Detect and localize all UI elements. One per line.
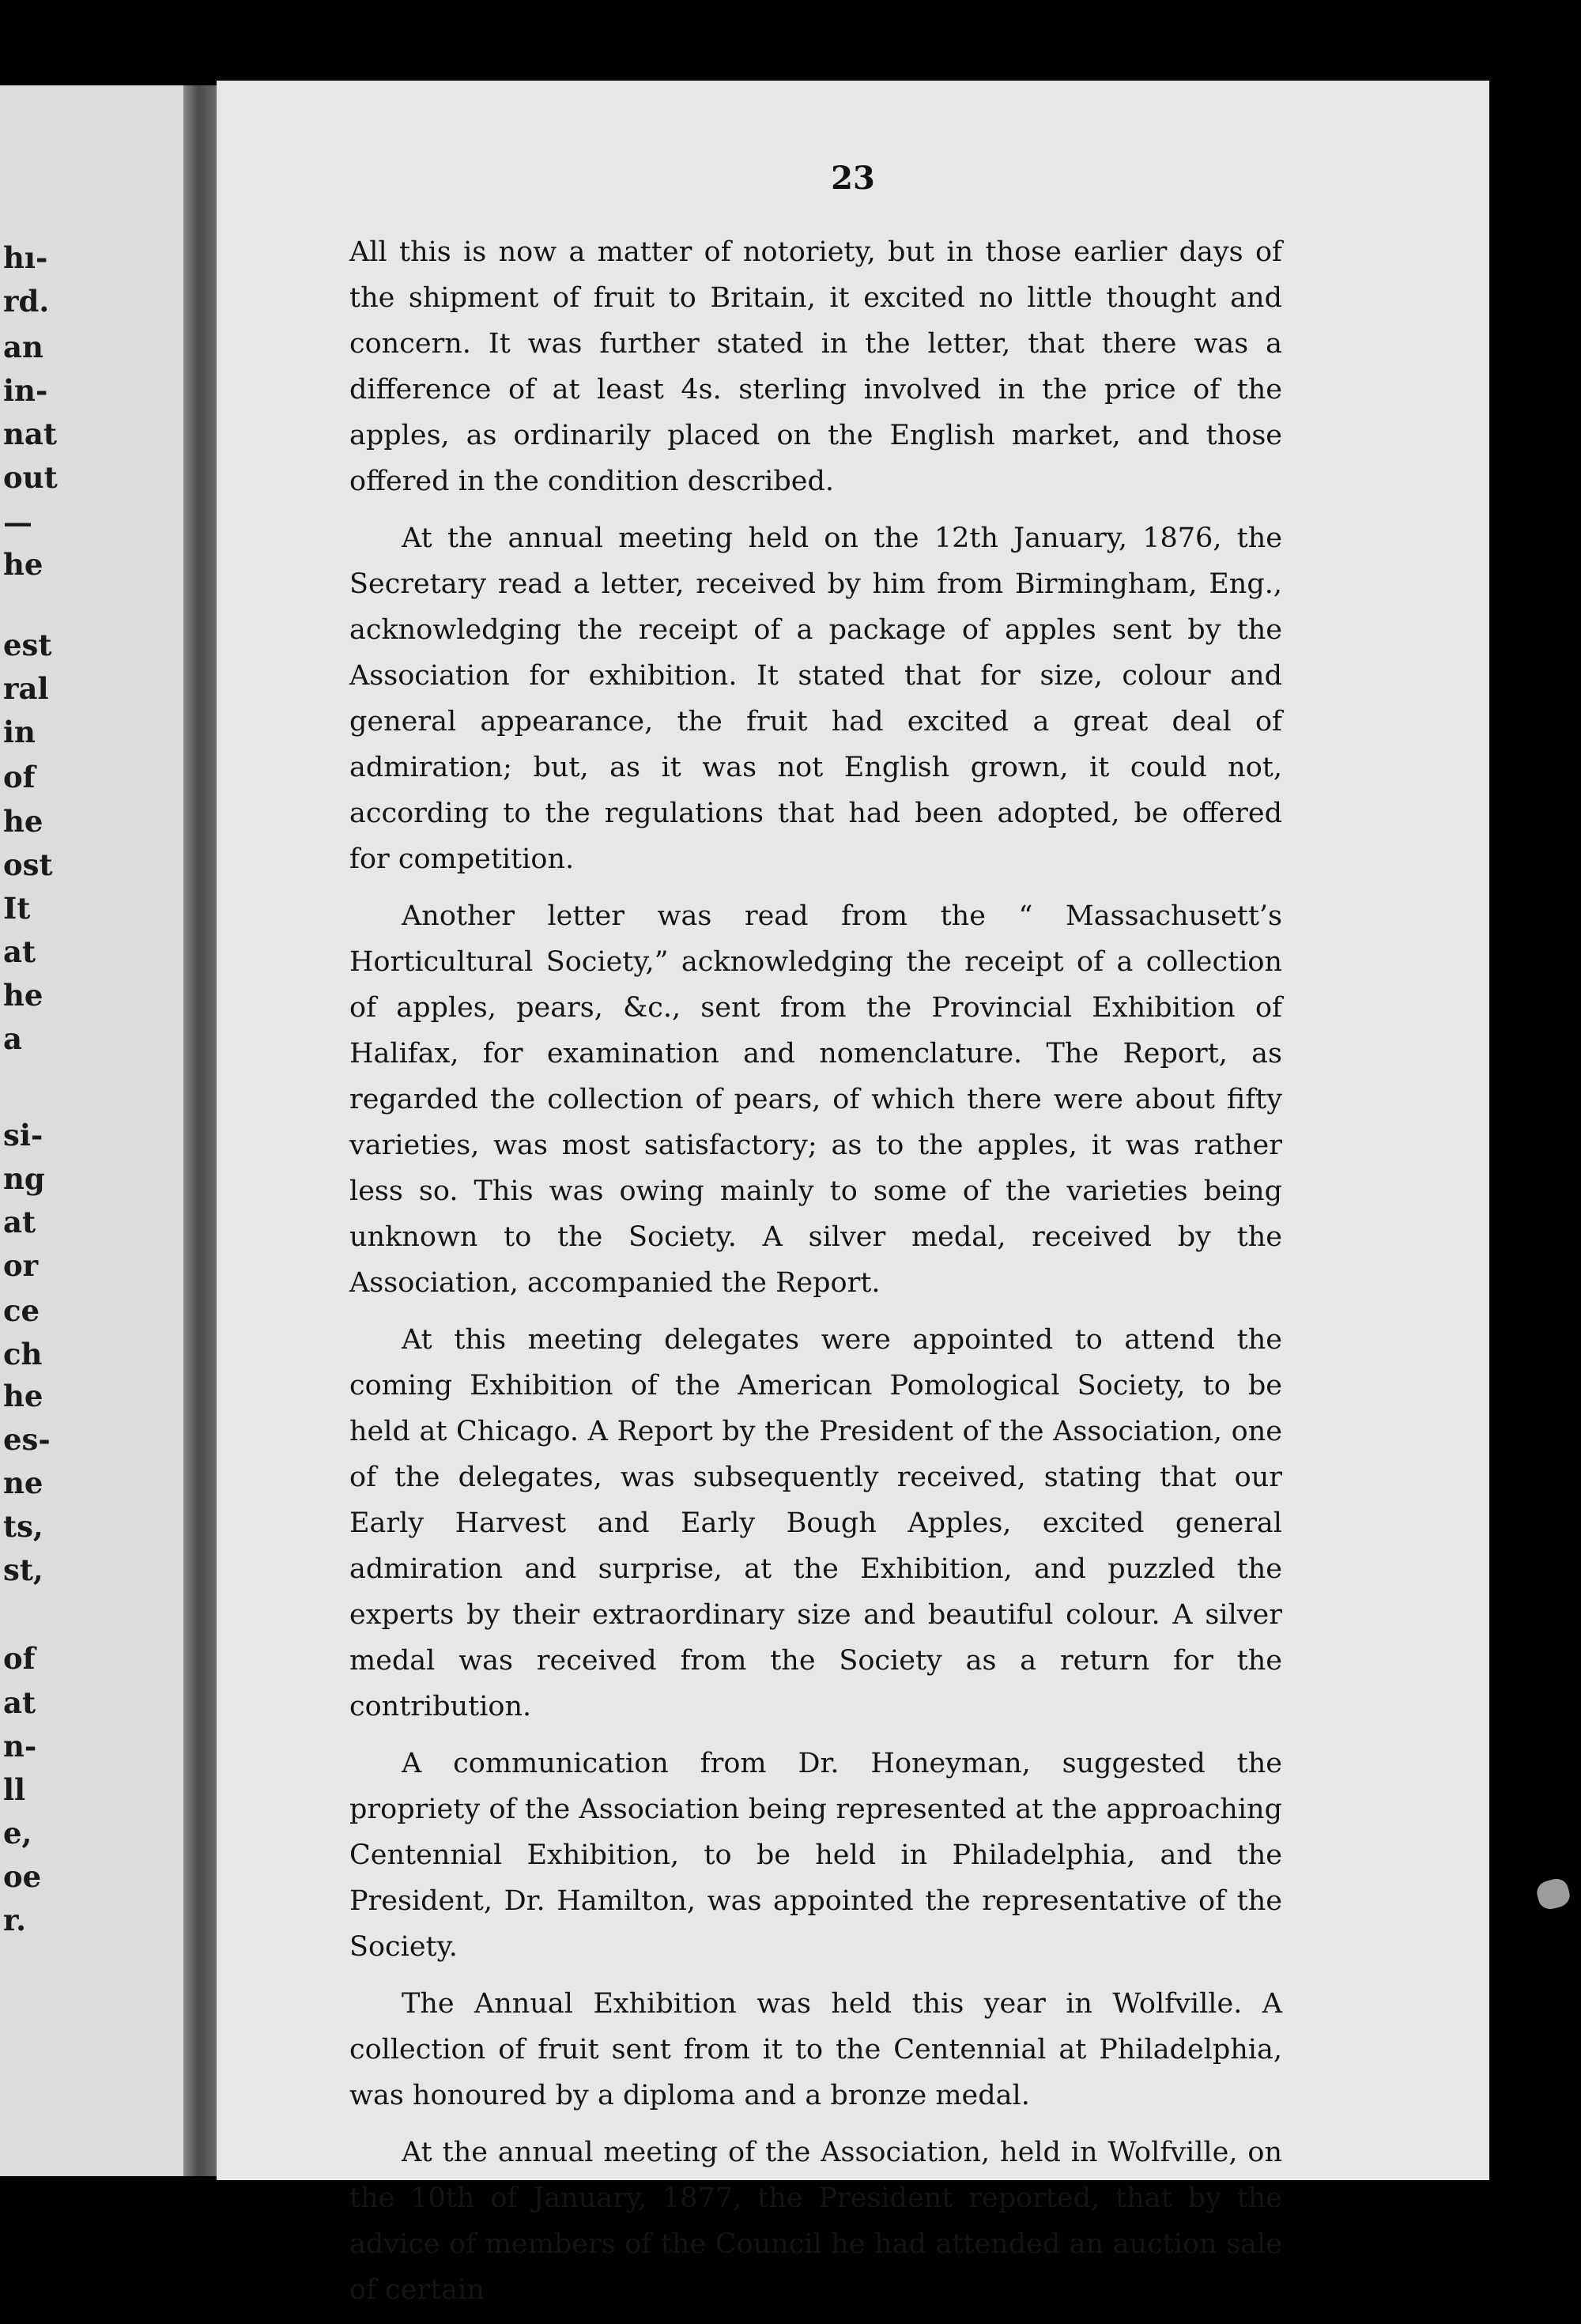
left-fragment: out — [3, 460, 58, 495]
left-fragment: ne — [3, 1466, 43, 1500]
left-fragment: si- — [3, 1118, 43, 1153]
body-text — [349, 229, 1282, 2324]
left-fragment: n- — [3, 1729, 37, 1764]
left-fragment: ts, — [3, 1509, 43, 1544]
paragraph: At the annual meeting of the Association, held in Wolfville, on the 10th of January, 1877, the President reported, that by the advice of members of the Council he had attended an auction sale of certain — [349, 2137, 1282, 2306]
left-fragment: or — [3, 1248, 39, 1283]
paragraph: A communication from Dr. Honeyman, suggested the propriety of the Association being represented at the approaching Centennial Exhibition, to be held in Philadelphia, and the President, Dr. Hamilton, was appointed the representative of the Society. — [349, 1748, 1282, 1963]
left-fragment: he — [3, 804, 43, 839]
left-fragment: a — [3, 1021, 22, 1056]
left-fragment: est — [3, 628, 52, 662]
left-page — [0, 85, 183, 2176]
left-fragment: st, — [3, 1552, 43, 1587]
left-fragment: ce — [3, 1293, 40, 1328]
left-fragment: — — [3, 505, 32, 540]
left-fragment: ll — [3, 1772, 26, 1807]
left-fragment: oe — [3, 1859, 42, 1894]
left-fragment: ost — [3, 847, 53, 882]
paragraph: Another letter was read from the “ Massachusett’s Horticultural Society,” acknowledging the receipt of a collection of apples, pears, &c., sent from the Provincial Exhibition of Halifax, for examination and nomenclature. The Report, as regarded the collection of pears, of which there were about fifty varieties, was most satisfactory; as to the apples, it was rather less so. This was owing mainly to some of the varieties being unknown to the Society. A silver medal, received by the Association, accompanied the Report. — [349, 900, 1282, 1299]
left-fragment: at — [3, 934, 36, 969]
paragraph: All this is now a matter of notoriety, but in those earlier days of the shipment of fruit to Britain, it excited no little thought and concern. It was further stated in the letter, that there was a difference of at least 4s. sterling involved in the price of the apples, as ordinarily placed on the English market, and those offered in the condition described. — [349, 236, 1282, 497]
left-fragment: of — [3, 1641, 36, 1676]
paragraph: The Annual Exhibition was held this year in Wolfville. A collection of fruit sent from it to the Centennial at Philadelphia, was honoured by a diploma and a bronze medal. — [349, 1988, 1282, 2111]
left-fragment: in- — [3, 373, 48, 408]
left-page-text-fragments — [0, 85, 183, 2176]
left-fragment: It — [3, 891, 31, 926]
left-fragment: ng — [3, 1161, 45, 1196]
left-fragment: of — [3, 760, 36, 794]
left-fragment: at — [3, 1205, 36, 1239]
left-fragment: he — [3, 547, 43, 582]
paragraph: At the annual meeting held on the 12th January, 1876, the Secretary read a letter, received by him from Birmingham, Eng., acknowledging the receipt of a package of apples sent by the Association for exhibition. It stated that for size, colour and general appearance, the fruit had excited a great deal of admiration; but, as it was not English grown, it could not, according to the regulations that had been adopted, be offered for competition. — [349, 523, 1282, 875]
scan-smudge — [1534, 1876, 1572, 1911]
left-fragment: ch — [3, 1337, 43, 1371]
left-fragment: nat — [3, 417, 57, 451]
book-gutter — [183, 85, 217, 2176]
paragraph: At this meeting delegates were appointed to attend the coming Exhibition of the American Pomological Society, to be held at Chicago. A Report by the President of the Association, one of the delegates, was subsequently received, stating that our Early Harvest and Early Bough Apples, excited general admiration and surprise, at the Exhibition, and puzzled the experts by their extraordinary size and beautiful colour. A silver medal was received from the Society as a return for the contribution. — [349, 1324, 1282, 1722]
left-fragment: ral — [3, 671, 49, 706]
left-fragment: he — [3, 978, 43, 1013]
left-fragment: r. — [3, 1903, 26, 1937]
left-fragment: he — [3, 1379, 43, 1413]
right-page — [217, 81, 1489, 2306]
left-fragment: an — [3, 330, 43, 364]
left-fragment: e, — [3, 1816, 32, 1851]
left-fragment: hı- — [3, 240, 48, 275]
left-fragment: rd. — [3, 284, 50, 319]
page-number: 23 — [831, 160, 875, 197]
left-fragment: es- — [3, 1422, 51, 1457]
left-fragment: at — [3, 1685, 36, 1720]
left-fragment: in — [3, 715, 36, 749]
